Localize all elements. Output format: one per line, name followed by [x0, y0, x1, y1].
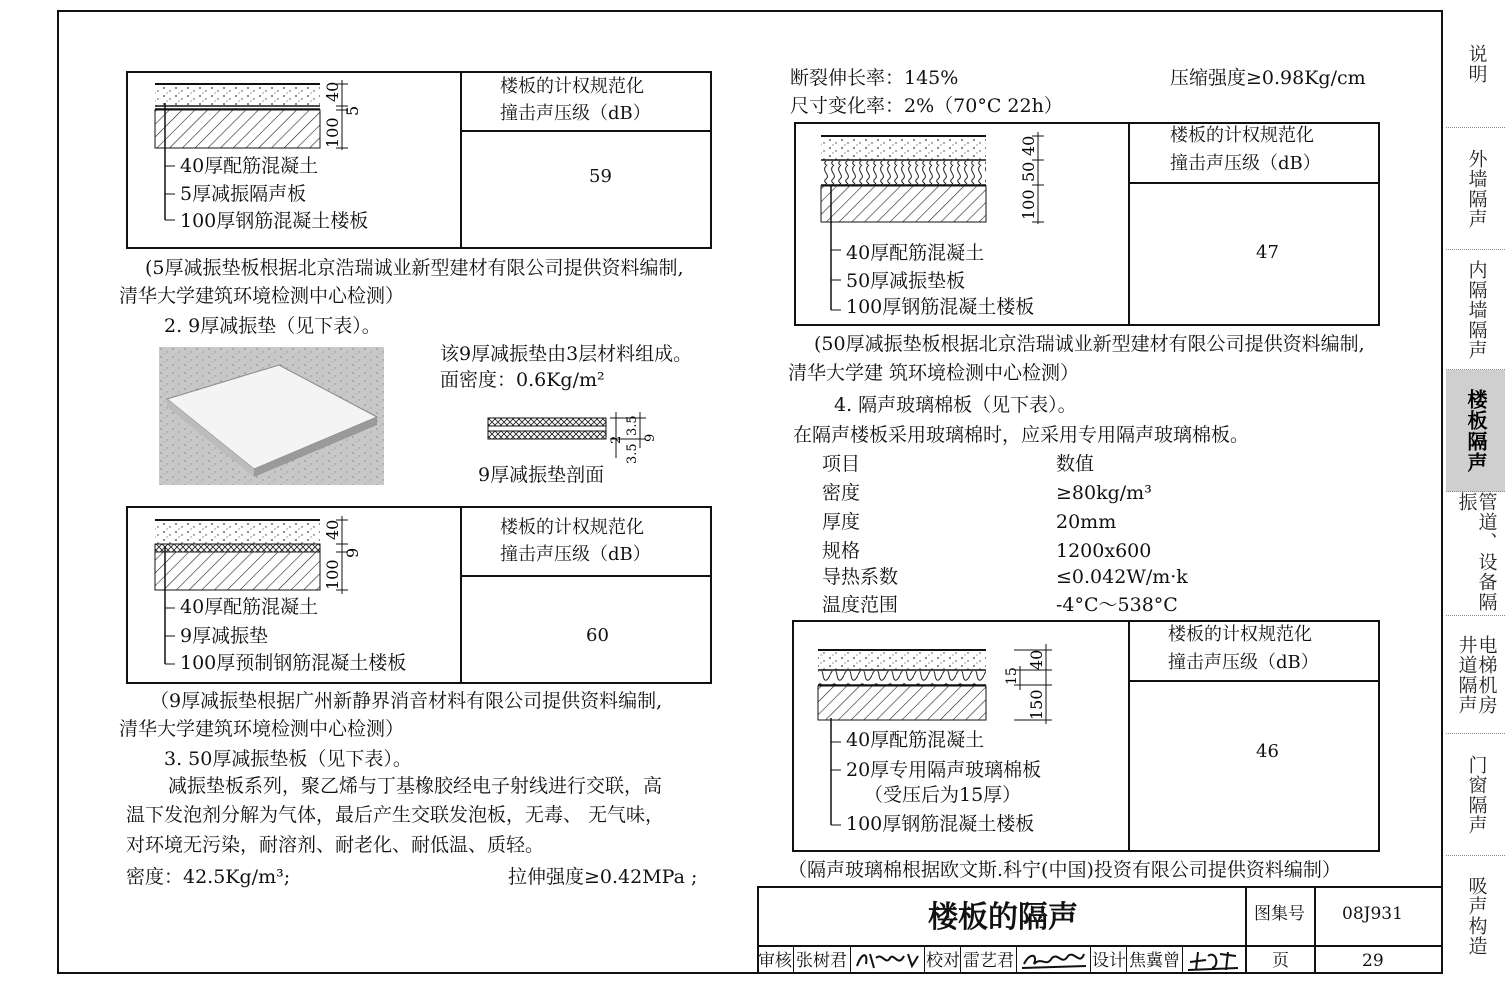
layer-label: 40厚配筋混凝土 — [180, 596, 319, 618]
review-label: 审核 — [758, 951, 792, 971]
pad-description: 该9厚减振垫由3层材料组成。 — [440, 343, 693, 365]
prop-value: ≤0.042W/m·k — [1056, 566, 1188, 588]
designer-name: 焦冀曾 — [1129, 951, 1180, 971]
note: (5厚减振垫板根据北京浩瑞诚业新型建材有限公司提供资料编制, — [145, 257, 684, 279]
designer-signature — [1186, 948, 1242, 972]
paragraph: 对环境无污染，耐溶剂、耐老化、耐低温、质轻。 — [126, 834, 545, 856]
dim-label: 5 — [343, 105, 362, 116]
dim-label: 9 — [643, 433, 658, 442]
sidebar-tabs — [1446, 0, 1505, 986]
table-header: 楼板的计权规范化 — [1168, 624, 1312, 645]
prop-value: 1200x600 — [1056, 540, 1152, 562]
layer-label: 20厚专用隔声玻璃棉板 — [846, 759, 1042, 781]
page-label: 页 — [1272, 951, 1289, 971]
layer-label: 100厚钢筋混凝土楼板 — [180, 210, 369, 232]
prop-key: 项目 — [822, 453, 861, 475]
prop-key: 规格 — [822, 540, 861, 562]
dim-label: 100 — [323, 117, 342, 148]
property: 断裂伸长率：145% — [790, 67, 959, 89]
dim-label: 3.5 — [625, 443, 640, 464]
section-heading: 3. 50厚减振垫板（见下表）。 — [164, 748, 412, 770]
property: 尺寸变化率：2%（70°C 22h） — [790, 95, 1063, 117]
dim-label: 9 — [343, 547, 362, 558]
check-label: 校对 — [926, 951, 960, 971]
dim-label: 40 — [1019, 135, 1038, 156]
tab-label: 楼板隔声 — [1464, 388, 1488, 473]
prop-value: -4°C～538°C — [1056, 594, 1178, 616]
tab-doors-windows[interactable] — [1446, 734, 1505, 856]
tab-floor[interactable] — [1446, 370, 1505, 492]
reviewer-signature — [854, 948, 922, 972]
layer-label: 5厚减振隔声板 — [180, 183, 307, 205]
dim-label: 40 — [1027, 649, 1046, 670]
tab-label: 外墙隔声 — [1465, 148, 1488, 229]
page-number: 29 — [1362, 951, 1384, 971]
table-header: 楼板的计权规范化 — [500, 76, 644, 97]
paragraph: 减振垫板系列，聚乙烯与丁基橡胶经电子射线进行交联，高 — [168, 775, 663, 797]
tab-label: 内隔墙隔声 — [1465, 259, 1488, 360]
tab-interior-wall[interactable] — [1446, 250, 1505, 370]
design-label: 设计 — [1092, 951, 1126, 971]
tab-shaft[interactable] — [1446, 616, 1505, 734]
table-header: 楼板的计权规范化 — [500, 517, 644, 538]
paragraph: 温下发泡剂分解为气体，最后产生交联发泡板，无毒、 无气味， — [126, 804, 665, 826]
table-header: 撞击声压级（dB） — [1168, 652, 1319, 673]
dim-label: 50 — [1019, 161, 1038, 182]
tab-explanation[interactable] — [1446, 0, 1505, 128]
rating-value: 47 — [1256, 242, 1279, 263]
section-heading: 4. 隔声玻璃棉板（见下表）。 — [834, 394, 1077, 416]
tab-label: 电梯机房 — [1475, 634, 1498, 715]
layer-label: 100厚钢筋混凝土楼板 — [846, 296, 1035, 318]
section-heading: 2. 9厚减振垫（见下表）。 — [164, 315, 381, 337]
tab-exterior-wall[interactable] — [1446, 128, 1505, 250]
layer-label: 100厚预制钢筋混凝土楼板 — [180, 652, 407, 674]
dim-label: 3.5 — [625, 415, 640, 436]
page-title: 楼板的隔声 — [928, 900, 1078, 935]
checker-signature — [1020, 948, 1088, 972]
dim-label: 100 — [1019, 189, 1038, 220]
layer-label: 40厚配筋混凝土 — [180, 155, 319, 177]
dim-label: 40 — [323, 81, 342, 102]
note: (50厚减振垫板根据北京浩瑞诚业新型建材有限公司提供资料编制, — [814, 333, 1365, 355]
tab-absorption[interactable] — [1446, 856, 1505, 976]
note: 清华大学建筑环境检测中心检测） — [119, 718, 405, 740]
layer-label: 40厚配筋混凝土 — [846, 729, 985, 751]
atlas-label: 图集号 — [1254, 904, 1305, 924]
rating-value: 46 — [1256, 741, 1279, 762]
property: 密度：42.5Kg/m³; — [126, 866, 291, 888]
reviewer-name: 张树君 — [796, 951, 847, 971]
prop-value: 20mm — [1056, 511, 1117, 533]
property: 拉伸强度≥0.42MPa ; — [508, 866, 698, 888]
tab-label: 管道、设备隔振 — [1455, 492, 1498, 612]
table-header: 撞击声压级（dB） — [500, 103, 651, 124]
note: （9厚减振垫根据广州新静界消音材料有限公司提供资料编制, — [150, 690, 663, 712]
dim-label: 2 — [609, 435, 624, 444]
note: 清华大学建 筑环境检测中心检测） — [788, 362, 1080, 384]
rating-value: 60 — [586, 625, 609, 646]
floor-section-diagram — [150, 514, 380, 674]
dim-label: 150 — [1027, 689, 1046, 720]
checker-name: 雷艺君 — [963, 951, 1014, 971]
property: 压缩强度≥0.98Kg/cm — [1170, 67, 1366, 89]
layer-label: 40厚配筋混凝土 — [846, 242, 985, 264]
prop-key: 厚度 — [822, 511, 861, 533]
atlas-number: 08J931 — [1342, 904, 1403, 924]
table-header: 撞击声压级（dB） — [1170, 153, 1321, 174]
layer-label: 50厚减振垫板 — [846, 270, 966, 292]
note: 清华大学建筑环境检测中心检测） — [119, 285, 405, 307]
dim-label: 15 — [1004, 667, 1020, 685]
pad-section-diagram — [486, 398, 686, 468]
layer-label: 100厚钢筋混凝土楼板 — [846, 813, 1035, 835]
prop-key: 密度 — [822, 482, 861, 504]
layer-label: 9厚减振垫 — [180, 625, 269, 647]
table-header: 楼板的计权规范化 — [1170, 125, 1314, 146]
tab-label: 井道隔声 — [1455, 634, 1478, 715]
pad-photo — [159, 347, 384, 485]
prop-key: 温度范围 — [822, 594, 899, 616]
pad-density: 面密度：0.6Kg/m² — [440, 369, 605, 391]
pad-caption: 9厚减振垫剖面 — [478, 464, 605, 486]
rating-value: 59 — [589, 166, 612, 187]
table-header: 撞击声压级（dB） — [500, 544, 651, 565]
paragraph: 在隔声楼板采用玻璃棉时，应采用专用隔声玻璃棉板。 — [793, 424, 1250, 446]
prop-value: 数值 — [1056, 453, 1095, 475]
prop-key: 导热系数 — [822, 566, 899, 588]
dim-label: 100 — [323, 559, 342, 590]
dim-label: 40 — [323, 519, 342, 540]
note: （隔声玻璃棉根据欧文斯.科宁(中国)投资有限公司提供资料编制） — [788, 859, 1341, 881]
tab-label: 吸声构造 — [1465, 876, 1488, 956]
floor-section-diagram — [150, 78, 380, 230]
tab-label: 说明 — [1465, 43, 1488, 84]
tab-label: 门窗隔声 — [1465, 754, 1488, 835]
prop-value: ≥80kg/m³ — [1056, 482, 1152, 504]
tab-pipes[interactable] — [1446, 492, 1505, 616]
layer-label: （受压后为15厚） — [864, 784, 1022, 806]
